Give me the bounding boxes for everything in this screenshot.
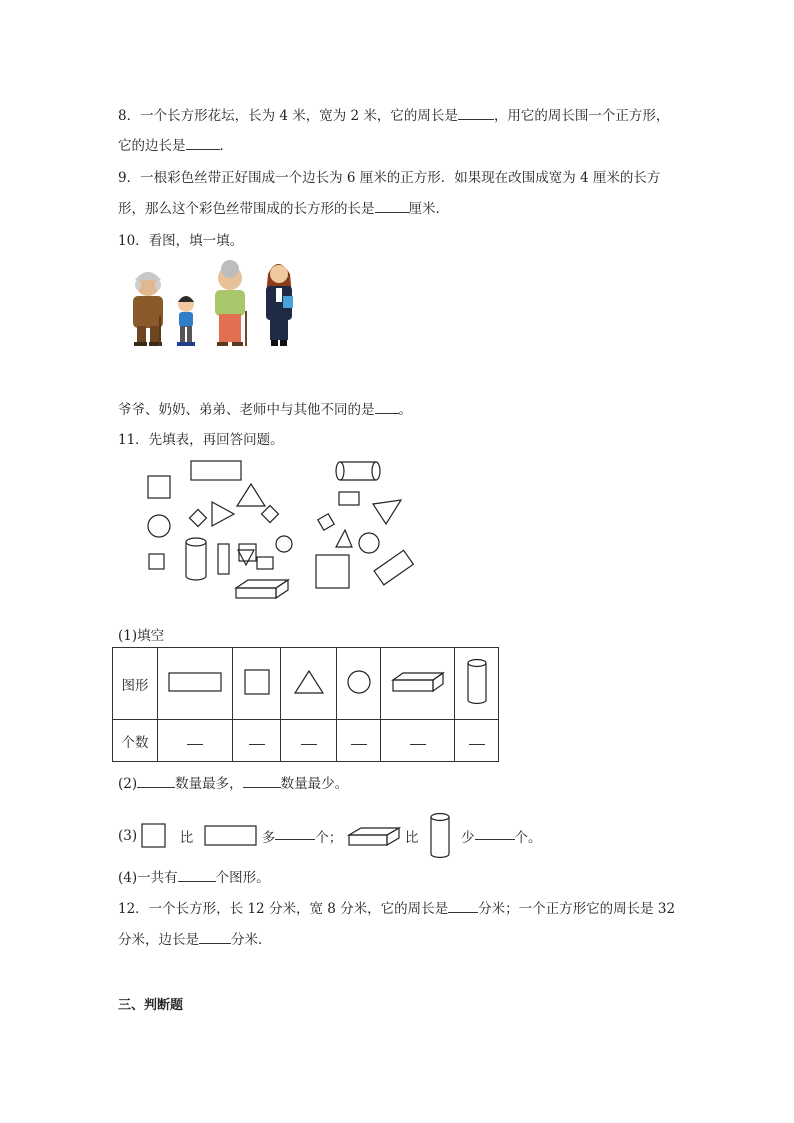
q11-part3: [118, 812, 542, 860]
q8-line1: [118, 104, 669, 124]
cuboid-icon: [391, 670, 445, 694]
q12-text: 分米．: [231, 932, 272, 948]
grandma-figure: [215, 260, 246, 346]
q12-answer-blank-2[interactable]: [199, 942, 231, 944]
cylinder-shape: [186, 538, 206, 580]
q12-text: 12．一个长方形，长 12 分米，宽 8 分米，它的周长是: [118, 901, 449, 917]
q8-answer-blank-2[interactable]: [186, 148, 220, 150]
table-row: [113, 648, 499, 720]
q8-text: ，用它的周长围一个正方形，: [493, 108, 670, 124]
square-shape: [239, 544, 256, 561]
square-icon: [244, 669, 270, 695]
q11-text: (2): [118, 776, 138, 792]
q10-answer-blank[interactable]: [375, 412, 399, 414]
cylinder-shape-horizontal: [336, 462, 380, 480]
count-cell-circle[interactable]: [337, 720, 381, 762]
q9-line2: [118, 197, 449, 217]
q11-text: 比: [404, 830, 419, 846]
cylinder-icon: [429, 812, 451, 860]
q11-text: 比: [179, 830, 194, 846]
teacher-figure: [266, 264, 293, 346]
table-row: [113, 720, 499, 762]
q11-part2: [118, 772, 348, 792]
q9-answer-blank[interactable]: [375, 211, 409, 213]
q12-line2: [118, 928, 272, 948]
circle-cell: [337, 648, 381, 720]
q11-part2-blank-1[interactable]: [137, 786, 175, 788]
square-shape: [148, 476, 170, 498]
square-icon: [141, 823, 167, 849]
q10-question: [118, 398, 412, 418]
q11-part3-blank-2[interactable]: [475, 838, 515, 840]
q11-text: (4)一共有: [118, 870, 178, 886]
q8-text: 8．一个长方形花坛，长为 4 米，宽为 2 米，它的周长是: [118, 108, 458, 124]
q11-part4: [118, 866, 270, 886]
circle-shape: [359, 533, 379, 553]
shape-count-table: [112, 647, 499, 762]
row-label-count: 个数: [113, 720, 158, 762]
q10-text: 爷爷、奶奶、弟弟、老师中与其他不同的是: [118, 402, 375, 418]
q9-text: 形，那么这个彩色丝带围成的长方形的长是: [118, 201, 375, 217]
q8-text: ．: [219, 138, 233, 154]
q12-text: 分米；一个正方形它的周长是 32: [478, 901, 676, 917]
q8-text: 它的边长是: [118, 138, 186, 154]
triangle-shape: [212, 502, 234, 526]
q11-part3-blank-1[interactable]: [275, 838, 315, 840]
q12-answer-blank-1[interactable]: [448, 911, 478, 913]
square-cell: [233, 648, 281, 720]
square-shape: [190, 510, 207, 527]
rectangle-shape: [374, 550, 413, 585]
rectangle-icon: [168, 671, 222, 693]
q11-text: 个；: [315, 830, 343, 846]
circle-shape: [276, 536, 292, 552]
count-cell-rectangle[interactable]: [158, 720, 233, 762]
q11-part1: (1)填空: [118, 628, 165, 644]
boy-figure: [177, 296, 195, 346]
circle-icon: [346, 669, 372, 695]
shapes-figure: [130, 456, 430, 606]
count-cell-square[interactable]: [233, 720, 281, 762]
square-shape: [316, 555, 349, 588]
q11-text: 个图形。: [215, 870, 270, 886]
q11-text: 数量最少。: [280, 776, 349, 792]
rectangle-shape: [191, 461, 241, 480]
q8-answer-blank-1[interactable]: [458, 118, 494, 120]
cuboid-shape: [236, 580, 288, 598]
q11-text: (3): [118, 828, 138, 844]
count-cell-cuboid[interactable]: [381, 720, 455, 762]
q9-text: 9．一根彩色丝带正好围成一个边长为 6 厘米的正方形．如果现在改围成宽为 4 厘米的长方: [118, 170, 661, 186]
cylinder-icon: [465, 658, 489, 706]
q12-line1: [118, 897, 675, 917]
q10-title: 10．看图，填一填。: [118, 233, 244, 249]
square-shape: [318, 514, 334, 530]
q9-text: 厘米．: [408, 201, 449, 217]
q8-line2: [118, 134, 233, 154]
q11-title: 11．先填表，再回答问题。: [118, 432, 284, 448]
rectangle-cell: [158, 648, 233, 720]
q12-text: 分米，边长是: [118, 932, 199, 948]
rectangle-shape: [257, 557, 273, 569]
circle-shape: [148, 515, 170, 537]
cuboid-cell: [381, 648, 455, 720]
triangle-icon: [293, 669, 325, 695]
rectangle-icon: [204, 825, 258, 847]
q11-text: 多: [261, 830, 276, 846]
q9-line1: [118, 166, 660, 186]
count-cell-triangle[interactable]: [281, 720, 337, 762]
q11-part2-blank-2[interactable]: [243, 786, 281, 788]
cuboid-icon: [347, 825, 401, 847]
triangle-shape: [373, 500, 401, 524]
rectangle-shape: [218, 544, 229, 574]
grandpa-figure: [133, 272, 163, 346]
cylinder-cell: [455, 648, 499, 720]
q11-text: 数量最多，: [175, 776, 243, 792]
triangle-shape: [238, 550, 254, 565]
q11-text: 个。: [514, 830, 542, 846]
people-figures-icon: [120, 256, 300, 350]
section-heading: 三、判断题: [118, 998, 184, 1013]
count-cell-cylinder[interactable]: [455, 720, 499, 762]
q11-part4-blank[interactable]: [178, 880, 216, 882]
rectangle-shape: [339, 492, 359, 505]
triangle-cell: [281, 648, 337, 720]
triangle-shape: [237, 484, 265, 506]
triangle-shape: [336, 530, 352, 547]
q10-text: 。: [398, 402, 412, 418]
square-shape: [149, 554, 164, 569]
row-label-shapes: 图形: [113, 648, 158, 720]
q11-text: 少: [461, 830, 475, 846]
square-shape: [262, 506, 279, 523]
